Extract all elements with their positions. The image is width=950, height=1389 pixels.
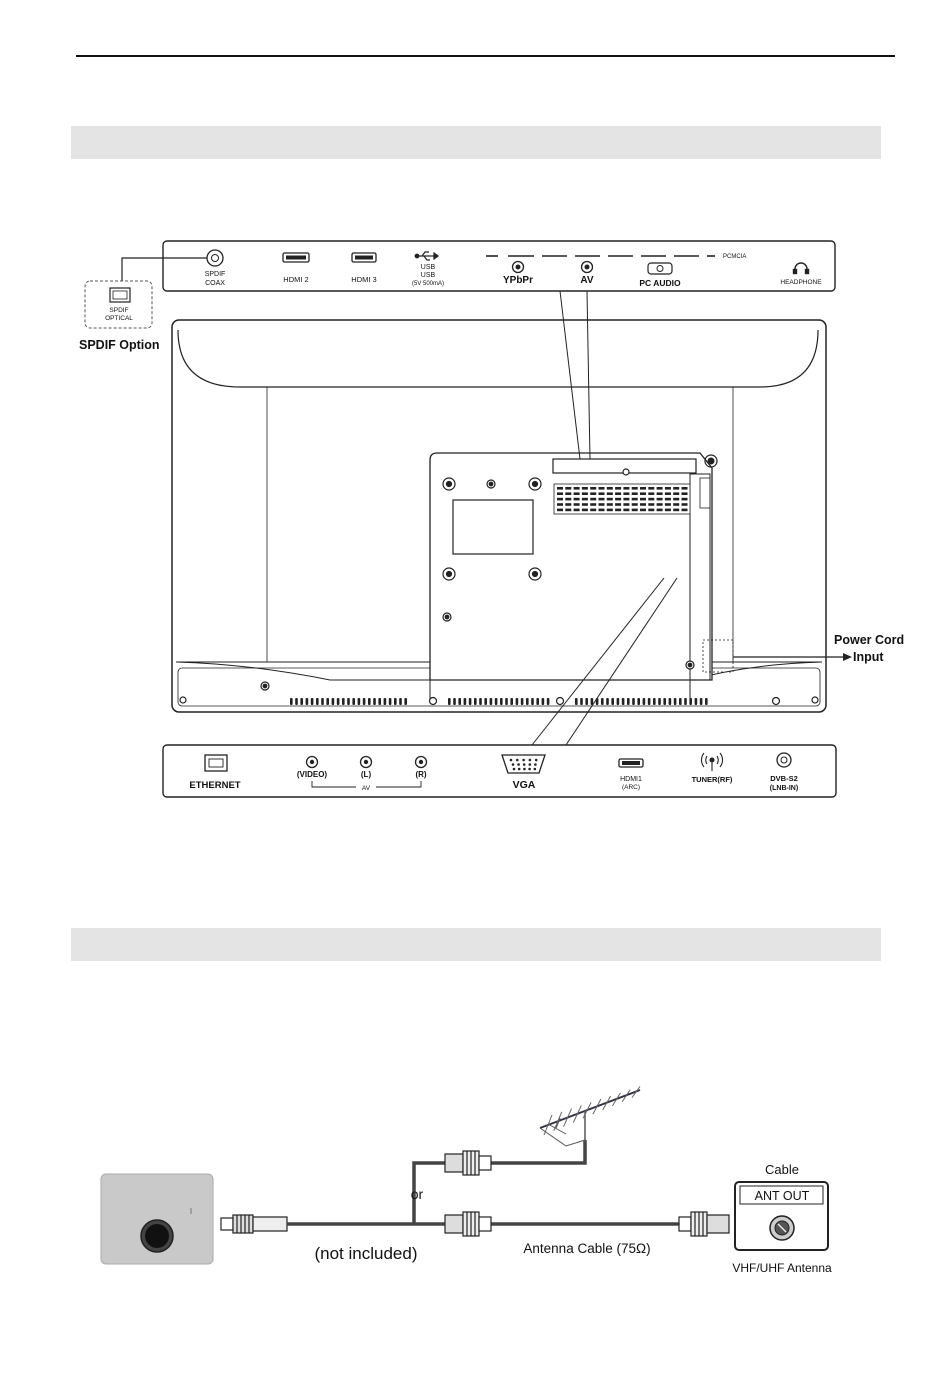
vent-slot bbox=[574, 487, 580, 490]
vent-slot bbox=[632, 498, 638, 501]
bottom-vent-slot bbox=[516, 698, 519, 705]
vent-grid bbox=[554, 484, 690, 514]
antenna-cable-label: Antenna Cable (75Ω) bbox=[523, 1241, 651, 1256]
vent-slot bbox=[574, 503, 580, 506]
rf-plug-tv bbox=[221, 1215, 287, 1233]
bottom-vent-slot bbox=[526, 698, 529, 705]
bottom-vent-slot bbox=[679, 698, 682, 705]
vent-slot bbox=[665, 503, 671, 506]
vent-slot bbox=[615, 498, 621, 501]
vent-slot bbox=[648, 509, 654, 512]
vent-slot bbox=[673, 487, 679, 490]
vga-pin bbox=[534, 768, 537, 771]
bottom-vent-slot bbox=[295, 698, 298, 705]
vent-slot bbox=[665, 498, 671, 501]
bottom-vent-slot bbox=[601, 698, 604, 705]
vent-slot bbox=[623, 498, 629, 501]
bottom-vent-slot bbox=[622, 698, 625, 705]
vent-slot bbox=[632, 509, 638, 512]
vent-slot bbox=[657, 509, 663, 512]
vent-slot bbox=[640, 492, 646, 495]
bottom-vent-slot bbox=[404, 698, 407, 705]
av-label: AV bbox=[580, 275, 594, 286]
dvbs2-label-2: (LNB-IN) bbox=[769, 785, 799, 792]
bottom-vent-slot bbox=[490, 698, 493, 705]
bottom-vent-slot bbox=[617, 698, 620, 705]
bottom-vent-slot bbox=[705, 698, 708, 705]
vent-slot bbox=[574, 492, 580, 495]
bottom-vent-slot bbox=[627, 698, 630, 705]
vent-slot bbox=[565, 498, 571, 501]
tv-antenna-jack bbox=[101, 1174, 213, 1264]
bottom-vent-slot bbox=[495, 698, 498, 705]
tuner-label: TUNER(RF) bbox=[691, 775, 733, 784]
bottom-vent-slot bbox=[648, 698, 651, 705]
antenna-cable bbox=[287, 1140, 680, 1224]
vga-pin bbox=[523, 768, 526, 771]
antenna-connection-diagram bbox=[101, 1087, 832, 1276]
vent-slot bbox=[673, 503, 679, 506]
bottom-vent-slot bbox=[316, 698, 319, 705]
vga-pin bbox=[534, 763, 537, 766]
bottom-vent-slot bbox=[332, 698, 335, 705]
hdmi3-label: HDMI 3 bbox=[351, 275, 377, 284]
vent-slot bbox=[657, 503, 663, 506]
vent-slot bbox=[673, 492, 679, 495]
power-cord-callout bbox=[733, 633, 904, 664]
bottom-vent-slot bbox=[484, 698, 487, 705]
vga-pin bbox=[528, 768, 531, 771]
ant-out-wall-outlet bbox=[735, 1182, 828, 1250]
ant-out-label: ANT OUT bbox=[754, 1189, 810, 1203]
tv-rear-body bbox=[172, 320, 826, 712]
vent-slot bbox=[599, 503, 605, 506]
vent-slot bbox=[623, 492, 629, 495]
vent-slot bbox=[615, 509, 621, 512]
bottom-vent-slot bbox=[531, 698, 534, 705]
spdif-optical-label-1: SPDIF bbox=[109, 307, 129, 314]
vent-slot bbox=[607, 487, 613, 490]
bottom-vent-slot bbox=[542, 698, 545, 705]
vent-slot bbox=[565, 487, 571, 490]
vent-slot bbox=[682, 492, 688, 495]
vga-pin bbox=[529, 759, 532, 762]
bottom-vent-slot bbox=[637, 698, 640, 705]
pcmcia-label: PCMCIA bbox=[723, 254, 747, 260]
vent-slot bbox=[599, 509, 605, 512]
vent-slot bbox=[607, 498, 613, 501]
vga-pin bbox=[535, 759, 538, 762]
vent-slot bbox=[640, 503, 646, 506]
vent-slot bbox=[590, 487, 596, 490]
vent-slot bbox=[657, 498, 663, 501]
vent-slot bbox=[632, 487, 638, 490]
vent-slot bbox=[599, 492, 605, 495]
bottom-vent-slot bbox=[464, 698, 467, 705]
vent-slot bbox=[582, 509, 588, 512]
bottom-vent-slot bbox=[611, 698, 614, 705]
vent-slot bbox=[590, 492, 596, 495]
vga-pin bbox=[510, 759, 513, 762]
bottom-vent-slot bbox=[653, 698, 656, 705]
av-left-label: (L) bbox=[360, 770, 372, 779]
vent-slot bbox=[599, 498, 605, 501]
cable-label: Cable bbox=[765, 1162, 799, 1177]
bottom-vent-slot bbox=[658, 698, 661, 705]
bottom-vent-slot bbox=[575, 698, 578, 705]
ethernet-label: ETHERNET bbox=[189, 780, 241, 791]
bottom-vent-slot bbox=[510, 698, 513, 705]
vent-slot bbox=[565, 492, 571, 495]
vent-slot bbox=[599, 487, 605, 490]
vent-slot bbox=[607, 492, 613, 495]
bottom-vent-slot bbox=[684, 698, 687, 705]
bottom-vent-slot bbox=[580, 698, 583, 705]
vent-slot bbox=[673, 498, 679, 501]
av-video-label: (VIDEO) bbox=[296, 770, 328, 779]
vent-slot bbox=[557, 492, 563, 495]
bottom-vent-slot bbox=[399, 698, 402, 705]
usb-label-2: USB bbox=[420, 272, 436, 279]
vga-pin bbox=[517, 763, 520, 766]
bottom-vent-slot bbox=[342, 698, 345, 705]
vent-slot bbox=[574, 498, 580, 501]
bottom-vent-slot bbox=[689, 698, 692, 705]
top-callout-lines bbox=[560, 291, 590, 459]
bottom-vent-slot bbox=[663, 698, 666, 705]
vent-slot bbox=[565, 503, 571, 506]
or-label: or bbox=[410, 1186, 424, 1202]
vga-pin bbox=[522, 759, 525, 762]
optical-port-icon bbox=[110, 288, 130, 302]
bottom-vent-slot bbox=[458, 698, 461, 705]
vga-pin bbox=[523, 763, 526, 766]
vent-slot bbox=[557, 509, 563, 512]
vent-slot bbox=[682, 498, 688, 501]
bottom-vent-slot bbox=[378, 698, 381, 705]
bottom-vent-slot bbox=[536, 698, 539, 705]
vent-slot bbox=[632, 492, 638, 495]
bottom-vent-slot bbox=[373, 698, 376, 705]
dvbs2-label-1: DVB-S2 bbox=[770, 774, 798, 783]
av-group-label: AV bbox=[361, 785, 371, 792]
vent-slot bbox=[557, 487, 563, 490]
bottom-vent-slot bbox=[326, 698, 329, 705]
f-connector-wall bbox=[679, 1212, 729, 1236]
power-cord-label-1: Power Cord bbox=[834, 633, 905, 647]
vhf-uhf-antenna-icon bbox=[540, 1087, 640, 1147]
vent-slot bbox=[632, 503, 638, 506]
vent-slot bbox=[582, 498, 588, 501]
bottom-vent-slot bbox=[700, 698, 703, 705]
vent-slot bbox=[665, 487, 671, 490]
vent-slot bbox=[582, 492, 588, 495]
bottom-vent-slot bbox=[643, 698, 646, 705]
vent-slot bbox=[590, 509, 596, 512]
bottom-vent-slot bbox=[469, 698, 472, 705]
bottom-vent-slot bbox=[505, 698, 508, 705]
vent-slot bbox=[615, 503, 621, 506]
usb-label-3: (5V 500mA) bbox=[411, 281, 445, 287]
not-included-label: (not included) bbox=[314, 1244, 418, 1263]
bottom-vent-slot bbox=[352, 698, 355, 705]
vent-slot bbox=[607, 503, 613, 506]
bottom-vent-slot bbox=[368, 698, 371, 705]
vent-slot bbox=[623, 487, 629, 490]
bottom-vent-slot bbox=[306, 698, 309, 705]
vent-slot bbox=[615, 487, 621, 490]
bottom-vent-slot bbox=[547, 698, 550, 705]
vent-slot bbox=[565, 509, 571, 512]
vent-slot bbox=[582, 487, 588, 490]
bottom-vent-slot bbox=[479, 698, 482, 705]
spdif-coax-label-1: SPDIF bbox=[204, 271, 226, 278]
av-right-label: (R) bbox=[415, 770, 427, 779]
vga-pin bbox=[513, 768, 516, 771]
vent-slot bbox=[648, 487, 654, 490]
vent-slot bbox=[623, 503, 629, 506]
hdmi1-label-2: (ARC) bbox=[621, 784, 641, 791]
bottom-vent-slot bbox=[585, 698, 588, 705]
vga-label: VGA bbox=[512, 779, 536, 791]
vent-slot bbox=[682, 509, 688, 512]
bottom-vent-slot bbox=[453, 698, 456, 705]
bottom-vent-slot bbox=[358, 698, 361, 705]
bottom-vent-slot bbox=[290, 698, 293, 705]
usb-label-1: USB bbox=[420, 264, 436, 271]
bottom-vent-slot bbox=[337, 698, 340, 705]
bottom-vent-slot bbox=[389, 698, 392, 705]
bottom-vent-slot bbox=[674, 698, 677, 705]
vent-slot bbox=[557, 498, 563, 501]
bottom-vent-slot bbox=[521, 698, 524, 705]
spdif-optical-label-2: OPTICAL bbox=[105, 315, 133, 322]
bottom-vent-slot bbox=[669, 698, 672, 705]
pc-audio-label: PC AUDIO bbox=[639, 278, 681, 288]
vent-slot bbox=[648, 498, 654, 501]
vent-slot bbox=[682, 503, 688, 506]
bottom-vent-slot bbox=[311, 698, 314, 705]
bottom-vent-slots bbox=[290, 698, 708, 705]
vga-pin bbox=[529, 763, 532, 766]
bottom-vent-slot bbox=[448, 698, 451, 705]
vent-slot bbox=[557, 503, 563, 506]
vent-slot bbox=[648, 492, 654, 495]
bottom-vent-slot bbox=[321, 698, 324, 705]
vent-slot bbox=[640, 498, 646, 501]
vent-slot bbox=[648, 503, 654, 506]
vent-slot bbox=[623, 509, 629, 512]
vent-slot bbox=[682, 487, 688, 490]
vga-pin bbox=[518, 768, 521, 771]
hdmi1-label-1: HDMI1 bbox=[620, 776, 642, 783]
ypbpr-label: YPbPr bbox=[502, 275, 534, 286]
bottom-vent-slot bbox=[500, 698, 503, 705]
vga-pin bbox=[512, 763, 515, 766]
f-connector-lower bbox=[445, 1212, 491, 1236]
vent-slot bbox=[665, 492, 671, 495]
bottom-vent-slot bbox=[394, 698, 397, 705]
vent-slot bbox=[590, 498, 596, 501]
vent-slot bbox=[607, 509, 613, 512]
vent-slot bbox=[657, 492, 663, 495]
vent-slot bbox=[615, 492, 621, 495]
vent-slot bbox=[640, 487, 646, 490]
bottom-vent-slot bbox=[606, 698, 609, 705]
power-cord-label-2: Input bbox=[853, 650, 884, 664]
vent-slot bbox=[582, 503, 588, 506]
spdif-option-caption: SPDIF Option bbox=[79, 338, 160, 352]
top-port-strip bbox=[163, 241, 835, 291]
bottom-vent-slot bbox=[474, 698, 477, 705]
f-connector-upper bbox=[445, 1151, 491, 1175]
bottom-vent-slot bbox=[363, 698, 366, 705]
vent-slot bbox=[673, 509, 679, 512]
vent-slot bbox=[640, 509, 646, 512]
vga-pin bbox=[516, 759, 519, 762]
bottom-vent-slot bbox=[347, 698, 350, 705]
hdmi2-label: HDMI 2 bbox=[283, 275, 309, 284]
vent-slot bbox=[657, 487, 663, 490]
bottom-vent-slot bbox=[384, 698, 387, 705]
bottom-port-strip bbox=[163, 745, 836, 797]
headphone-label: HEADPHONE bbox=[780, 279, 822, 286]
vent-slot bbox=[590, 503, 596, 506]
vhf-uhf-antenna-label: VHF/UHF Antenna bbox=[732, 1261, 832, 1275]
vent-slot bbox=[574, 509, 580, 512]
spdif-coax-label-2: COAX bbox=[205, 280, 225, 287]
bottom-vent-slot bbox=[632, 698, 635, 705]
bottom-vent-slot bbox=[300, 698, 303, 705]
bottom-vent-slot bbox=[695, 698, 698, 705]
vent-slot bbox=[665, 509, 671, 512]
